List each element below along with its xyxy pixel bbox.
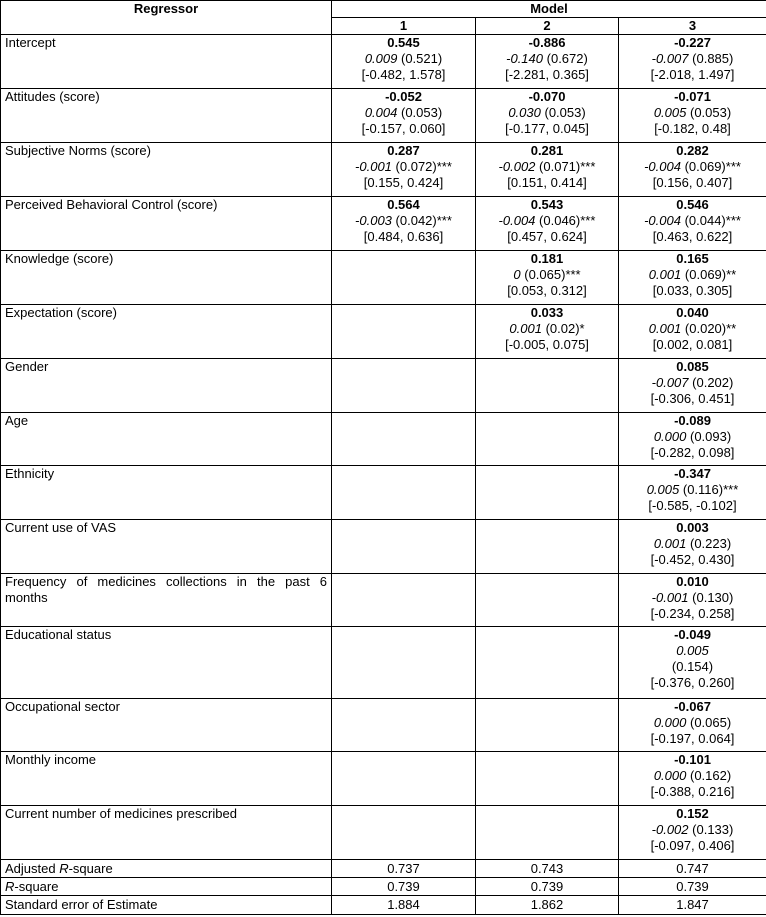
regressor-label-cell xyxy=(1,699,332,752)
statistic-value: 1.847 xyxy=(619,896,766,915)
coefficient-cell xyxy=(332,627,476,699)
significance-stars: *** xyxy=(580,213,596,228)
standard-error: (0.154) xyxy=(671,659,714,674)
standard-error: (0.069) xyxy=(684,267,727,282)
statistic-label-suffix: -square xyxy=(14,879,59,894)
standard-error: (0.093) xyxy=(689,429,732,444)
regressor-label-cell xyxy=(1,752,332,806)
confidence-interval: [-0.452, 0.430] xyxy=(650,552,735,567)
standardized-beta: 0.001 xyxy=(509,321,542,336)
regressor-label: Perceived Behavioral Control (score) xyxy=(5,197,218,212)
coefficient-estimate: 0.545 xyxy=(387,35,420,50)
standardized-beta: 0.001 xyxy=(653,536,687,551)
confidence-interval: [-0.157, 0.060] xyxy=(361,121,446,136)
regressor-label: Monthly income xyxy=(5,752,97,767)
coefficient-detail-line xyxy=(623,590,762,606)
confidence-interval: [0.151, 0.414] xyxy=(507,175,587,190)
coefficient-cell xyxy=(476,89,619,143)
coefficient-detail-line xyxy=(480,105,614,121)
standardized-beta: 0.000 xyxy=(653,715,687,730)
statistic-label-prefix: Standard error of Estimate xyxy=(5,897,158,912)
standard-error: (0.053) xyxy=(689,105,732,120)
standard-error: (0.202) xyxy=(692,375,734,390)
regressor-label-cell xyxy=(1,35,332,89)
significance-stars: *** xyxy=(436,213,452,228)
confidence-interval: [-2.018, 1.497] xyxy=(650,67,735,82)
coefficient-detail-line xyxy=(623,822,762,838)
coefficient-cell xyxy=(619,752,766,806)
coefficient-estimate: 0.546 xyxy=(676,197,709,212)
table-row xyxy=(1,806,766,860)
coefficient-estimate: -0.067 xyxy=(674,699,711,714)
regressor-label: Subjective Norms (score) xyxy=(5,143,151,158)
coefficient-detail-line xyxy=(623,321,762,337)
standardized-beta: 0.000 xyxy=(653,429,687,444)
standard-error: (0.672) xyxy=(546,51,588,66)
standardized-beta: -0.007 xyxy=(651,375,689,390)
standard-error: (0.042) xyxy=(395,213,437,228)
significance-stars: *** xyxy=(723,482,739,497)
statistic-label-italic: R xyxy=(59,861,69,876)
standard-error: (0.065) xyxy=(689,715,732,730)
regressor-label: Ethnicity xyxy=(5,466,55,481)
statistic-value: 0.747 xyxy=(619,860,766,878)
regressor-label: Current use of VAS xyxy=(5,520,117,535)
coefficient-detail-line xyxy=(336,51,471,67)
coefficient-estimate: -0.071 xyxy=(674,89,711,104)
table-row xyxy=(1,627,766,699)
regressor-label-cell xyxy=(1,574,332,627)
standard-error: (0.069) xyxy=(684,159,726,174)
coefficient-cell xyxy=(619,305,766,359)
confidence-interval: [-0.177, 0.045] xyxy=(505,121,589,136)
coefficient-detail-line xyxy=(480,321,614,337)
coefficient-cell xyxy=(476,305,619,359)
significance-stars: *** xyxy=(725,213,741,228)
coefficient-estimate: -0.052 xyxy=(385,89,422,104)
regressor-header: Regressor xyxy=(1,1,332,35)
regressor-label: Current number of medicines prescribed xyxy=(5,806,237,821)
regressor-label-cell xyxy=(1,806,332,860)
standard-error: (0.162) xyxy=(689,768,732,783)
coefficient-cell xyxy=(476,627,619,699)
coefficient-estimate: 0.010 xyxy=(676,574,709,589)
standardized-beta: -0.002 xyxy=(651,822,689,837)
model-1-header: 1 xyxy=(332,18,476,35)
significance-stars: * xyxy=(579,321,585,336)
standard-error: (0.053) xyxy=(400,105,443,120)
standard-error: (0.071) xyxy=(539,159,581,174)
standardized-beta: -0.004 xyxy=(644,213,681,228)
regressor-label-cell xyxy=(1,413,332,466)
significance-stars: *** xyxy=(725,159,741,174)
standard-error: (0.020) xyxy=(684,321,727,336)
coefficient-cell xyxy=(332,251,476,305)
standardized-beta: -0.002 xyxy=(498,159,536,174)
coefficient-estimate: 0.287 xyxy=(387,143,420,158)
statistic-label-italic: R xyxy=(5,879,15,894)
coefficient-cell xyxy=(476,520,619,574)
coefficient-cell xyxy=(332,466,476,520)
confidence-interval: [-0.182, 0.48] xyxy=(654,121,731,136)
regressor-label-cell xyxy=(1,520,332,574)
coefficient-cell xyxy=(619,89,766,143)
standardized-beta: -0.003 xyxy=(355,213,392,228)
confidence-interval: [0.053, 0.312] xyxy=(507,283,587,298)
header-row xyxy=(1,1,766,18)
coefficient-cell xyxy=(332,413,476,466)
coefficient-detail-line xyxy=(623,536,762,552)
coefficient-estimate: 0.282 xyxy=(676,143,709,158)
statistic-row xyxy=(1,878,766,896)
standardized-beta: 0 xyxy=(513,267,521,282)
coefficient-cell xyxy=(476,806,619,860)
table-body xyxy=(1,35,766,915)
coefficient-estimate: 0.181 xyxy=(530,251,564,266)
table-row xyxy=(1,197,766,251)
coefficient-estimate: -0.089 xyxy=(674,413,711,428)
table-row xyxy=(1,520,766,574)
statistic-label-cell xyxy=(1,878,332,896)
standard-error: (0.885) xyxy=(692,51,734,66)
model-header: Model xyxy=(332,1,766,18)
coefficient-detail-line xyxy=(623,429,762,445)
statistic-value: 1.884 xyxy=(332,896,476,915)
coefficient-estimate: -0.227 xyxy=(674,35,711,50)
regressor-label: Occupational sector xyxy=(5,699,120,714)
significance-stars: ** xyxy=(726,321,737,336)
confidence-interval: [-0.282, 0.098] xyxy=(650,445,735,460)
coefficient-detail-line xyxy=(623,375,762,391)
coefficient-cell xyxy=(619,413,766,466)
table-row xyxy=(1,466,766,520)
coefficient-cell xyxy=(332,806,476,860)
coefficient-cell xyxy=(476,699,619,752)
standardized-beta: -0.001 xyxy=(355,159,392,174)
regressor-label: Intercept xyxy=(5,35,56,50)
statistic-label-cell xyxy=(1,896,332,915)
statistic-value: 0.737 xyxy=(332,860,476,878)
coefficient-cell xyxy=(619,806,766,860)
confidence-interval: [0.033, 0.305] xyxy=(652,283,733,298)
coefficient-detail-line xyxy=(623,768,762,784)
significance-stars: ** xyxy=(726,267,737,282)
standard-error: (0.044) xyxy=(684,213,726,228)
coefficient-cell xyxy=(619,143,766,197)
coefficient-detail-line xyxy=(480,159,614,175)
coefficient-cell xyxy=(476,752,619,806)
coefficient-cell xyxy=(332,143,476,197)
coefficient-cell xyxy=(332,197,476,251)
model-3-header: 3 xyxy=(619,18,766,35)
confidence-interval: [0.457, 0.624] xyxy=(507,229,587,244)
statistic-label-prefix: Adjusted xyxy=(5,861,60,876)
coefficient-detail-line xyxy=(336,105,471,121)
coefficient-estimate: -0.101 xyxy=(674,752,711,767)
coefficient-cell xyxy=(332,35,476,89)
standard-error: (0.133) xyxy=(692,822,734,837)
coefficient-detail-line xyxy=(623,51,762,67)
coefficient-cell xyxy=(332,305,476,359)
coefficient-estimate: 0.003 xyxy=(676,520,709,535)
table-row xyxy=(1,699,766,752)
standardized-beta: 0.009 xyxy=(364,51,398,66)
confidence-interval: [-0.306, 0.451] xyxy=(650,391,735,406)
regressor-label: Frequency of medicines collections in the past 6 months xyxy=(5,574,327,605)
coefficient-cell xyxy=(332,89,476,143)
regressor-label: Gender xyxy=(5,359,49,374)
coefficient-cell xyxy=(619,466,766,520)
regressor-label-cell xyxy=(1,251,332,305)
standardized-beta: -0.007 xyxy=(651,51,689,66)
confidence-interval: [0.155, 0.424] xyxy=(363,175,444,190)
coefficient-estimate: 0.040 xyxy=(676,305,709,320)
coefficient-cell xyxy=(476,574,619,627)
coefficient-detail-line xyxy=(480,267,614,283)
model-2-header: 2 xyxy=(476,18,619,35)
regressor-label: Knowledge (score) xyxy=(5,251,114,266)
table-row xyxy=(1,89,766,143)
standardized-beta: 0.005 xyxy=(676,643,709,658)
regressor-label: Attitudes (score) xyxy=(5,89,100,104)
standardized-beta: -0.140 xyxy=(506,51,544,66)
coefficient-estimate: -0.049 xyxy=(674,627,711,642)
confidence-interval: [-0.482, 1.578] xyxy=(361,67,446,82)
coefficient-cell xyxy=(619,35,766,89)
table-row xyxy=(1,752,766,806)
confidence-interval: [-2.281, 0.365] xyxy=(505,67,589,82)
confidence-interval: [-0.197, 0.064] xyxy=(650,731,735,746)
significance-stars: *** xyxy=(565,267,581,282)
significance-stars: *** xyxy=(580,159,596,174)
statistic-value: 0.743 xyxy=(476,860,619,878)
confidence-interval: [-0.388, 0.216] xyxy=(650,784,735,799)
coefficient-cell xyxy=(619,359,766,413)
table-row xyxy=(1,251,766,305)
statistic-label-suffix: -square xyxy=(68,861,113,876)
coefficient-cell xyxy=(476,251,619,305)
regressor-label-cell xyxy=(1,627,332,699)
regressor-label-cell xyxy=(1,359,332,413)
standard-error: (0.053) xyxy=(544,105,586,120)
coefficient-detail-line xyxy=(623,159,762,175)
regressor-label: Age xyxy=(5,413,29,428)
confidence-interval: [0.484, 0.636] xyxy=(363,229,444,244)
statistic-value: 1.862 xyxy=(476,896,619,915)
confidence-interval: [-0.585, -0.102] xyxy=(648,498,737,513)
standardized-beta: -0.001 xyxy=(651,590,689,605)
standard-error: (0.521) xyxy=(400,51,443,66)
table-row xyxy=(1,359,766,413)
coefficient-estimate: 0.165 xyxy=(676,251,709,266)
table-row xyxy=(1,35,766,89)
standardized-beta: 0.000 xyxy=(653,768,687,783)
coefficient-estimate: 0.152 xyxy=(676,806,709,821)
standardized-beta: -0.004 xyxy=(644,159,681,174)
standardized-beta: 0.005 xyxy=(646,482,680,497)
standardized-beta: -0.004 xyxy=(498,213,536,228)
regressor-label: Expectation (score) xyxy=(5,305,117,320)
coefficient-detail-line xyxy=(336,213,471,229)
coefficient-estimate: -0.347 xyxy=(674,466,711,481)
standard-error: (0.046) xyxy=(539,213,581,228)
statistic-label-cell xyxy=(1,860,332,878)
coefficient-cell xyxy=(619,520,766,574)
statistic-row xyxy=(1,896,766,915)
coefficient-cell xyxy=(332,520,476,574)
coefficient-estimate: 0.564 xyxy=(387,197,420,212)
confidence-interval: [-0.005, 0.075] xyxy=(505,337,589,352)
standard-error: (0.02) xyxy=(545,321,580,336)
coefficient-cell xyxy=(619,197,766,251)
standardized-beta: 0.004 xyxy=(364,105,398,120)
standardized-beta: 0.001 xyxy=(648,321,682,336)
regressor-label: Educational status xyxy=(5,627,112,642)
coefficient-estimate: 0.281 xyxy=(530,143,564,158)
coefficient-se-line xyxy=(623,659,762,675)
standard-error: (0.130) xyxy=(692,590,734,605)
confidence-interval: [0.002, 0.081] xyxy=(652,337,733,352)
statistic-value: 0.739 xyxy=(476,878,619,896)
standard-error: (0.072) xyxy=(395,159,437,174)
coefficient-estimate: 0.543 xyxy=(530,197,564,212)
coefficient-estimate: 0.033 xyxy=(530,305,564,320)
coefficient-cell xyxy=(476,143,619,197)
statistic-row xyxy=(1,860,766,878)
coefficient-detail-line xyxy=(623,105,762,121)
table-row xyxy=(1,305,766,359)
coefficient-cell xyxy=(332,359,476,413)
coefficient-detail-line xyxy=(480,213,614,229)
coefficient-estimate: -0.886 xyxy=(528,35,566,50)
confidence-interval: [-0.376, 0.260] xyxy=(650,675,735,690)
coefficient-cell xyxy=(619,251,766,305)
coefficient-detail-line xyxy=(623,213,762,229)
regressor-label-cell xyxy=(1,143,332,197)
statistic-value: 0.739 xyxy=(332,878,476,896)
standardized-beta: 0.030 xyxy=(508,105,541,120)
coefficient-detail-line xyxy=(623,267,762,283)
coefficient-estimate: -0.070 xyxy=(528,89,566,104)
standardized-beta: 0.005 xyxy=(653,105,687,120)
standardized-beta: 0.001 xyxy=(648,267,682,282)
table-row xyxy=(1,413,766,466)
coefficient-stdb-line xyxy=(623,643,762,659)
table-row xyxy=(1,574,766,627)
coefficient-cell xyxy=(476,466,619,520)
regressor-label-cell xyxy=(1,466,332,520)
coefficient-detail-line xyxy=(480,51,614,67)
coefficient-estimate: 0.085 xyxy=(676,359,709,374)
standard-error: (0.116) xyxy=(682,482,724,497)
coefficient-cell xyxy=(619,627,766,699)
table-row xyxy=(1,143,766,197)
confidence-interval: [0.463, 0.622] xyxy=(652,229,733,244)
regressor-label-cell xyxy=(1,89,332,143)
coefficient-cell xyxy=(476,197,619,251)
coefficient-cell xyxy=(476,413,619,466)
statistic-value: 0.739 xyxy=(619,878,766,896)
coefficient-cell xyxy=(619,699,766,752)
confidence-interval: [-0.234, 0.258] xyxy=(650,606,735,621)
significance-stars: *** xyxy=(436,159,452,174)
standard-error: (0.223) xyxy=(689,536,732,551)
confidence-interval: [0.156, 0.407] xyxy=(652,175,733,190)
regressor-label-cell xyxy=(1,305,332,359)
coefficient-cell xyxy=(476,359,619,413)
coefficient-cell xyxy=(332,699,476,752)
coefficient-cell xyxy=(619,574,766,627)
standard-error: (0.065) xyxy=(524,267,566,282)
confidence-interval: [-0.097, 0.406] xyxy=(650,838,735,853)
regressor-label-cell xyxy=(1,197,332,251)
coefficient-detail-line xyxy=(623,715,762,731)
coefficient-detail-line xyxy=(623,482,762,498)
coefficient-cell xyxy=(332,574,476,627)
coefficient-cell xyxy=(476,35,619,89)
coefficient-cell xyxy=(332,752,476,806)
coefficient-detail-line xyxy=(336,159,471,175)
